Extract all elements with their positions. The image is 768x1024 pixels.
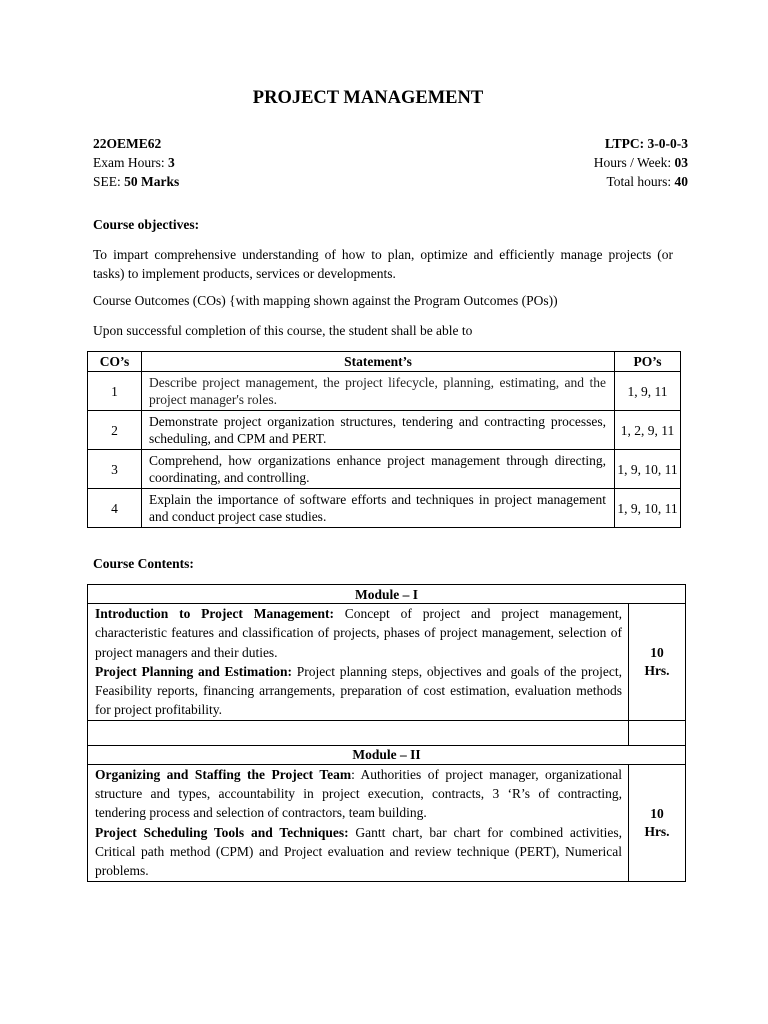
module-hours-value: 10: [650, 644, 664, 660]
module-hours: [629, 764, 686, 881]
outcomes-intro: Course Outcomes (COs) {with mapping shown against the Program Outcomes (POs)): [93, 293, 558, 308]
co-statement: Describe project management, the project lifecycle, planning, estimating, and the project manager's roles.: [142, 372, 615, 411]
spacer-cell: [88, 720, 629, 745]
table-row: [88, 411, 681, 450]
spacer-cell: [629, 720, 686, 745]
co-statement: Explain the importance of software efforts and techniques in project management and conduct project case studies.: [142, 489, 615, 528]
module-hours: [629, 604, 686, 721]
course-header: [93, 134, 688, 191]
module-body: [88, 604, 629, 721]
co-number: 3: [88, 450, 142, 489]
see-label: SEE:: [93, 174, 125, 189]
see-marks: [93, 172, 179, 191]
page-title: PROJECT MANAGEMENT: [252, 88, 484, 108]
topic-heading: Project Scheduling Tools and Techniques:: [95, 824, 349, 840]
objectives-heading: Course objectives:: [93, 217, 200, 232]
statement-header: Statement’s: [142, 352, 615, 372]
co-number: 1: [88, 372, 142, 411]
outcomes-lead: Upon successful completion of this course, the student shall be able to: [93, 323, 473, 338]
module-title: Module – I: [88, 585, 686, 604]
co-statement: Demonstrate project organization structures, tendering and contracting processes, scheduling, and CPM and PERT.: [142, 411, 615, 450]
co-header: CO’s: [88, 352, 142, 372]
total-hours: [606, 172, 688, 191]
module-hours-unit: Hrs.: [644, 823, 670, 839]
module-body: [88, 764, 629, 881]
course-code: 22OEME62: [93, 136, 162, 151]
exam-hours-value: 3: [168, 155, 175, 170]
hours-week: [594, 153, 688, 172]
co-table-header: [88, 352, 681, 372]
topic-heading: Introduction to Project Management:: [95, 606, 334, 621]
exam-hours: [93, 153, 175, 172]
header-row-2: [93, 153, 688, 172]
co-number: 4: [88, 489, 142, 528]
module-title-row: [88, 585, 686, 604]
module-spacer: [88, 720, 686, 745]
course-outcomes-table: [87, 351, 681, 528]
header-row-3: [93, 172, 688, 191]
table-row: [88, 450, 681, 489]
see-value: 50 Marks: [124, 174, 180, 189]
module-content-row: [88, 604, 686, 721]
total-hours-value: 40: [674, 174, 688, 189]
module-hours-unit: Hrs.: [644, 662, 670, 678]
header-row-1: [93, 134, 688, 153]
co-number: 2: [88, 411, 142, 450]
table-row: [88, 372, 681, 411]
topic-heading: Project Planning and Estimation:: [95, 663, 293, 679]
po-header: PO’s: [615, 352, 681, 372]
module-title-row: [88, 745, 686, 764]
co-po-mapping: 1, 2, 9, 11: [615, 411, 681, 450]
hours-week-label: Hours / Week:: [593, 155, 675, 170]
contents-heading: Course Contents:: [93, 556, 194, 571]
module-title: Module – II: [88, 745, 686, 764]
co-statement: Comprehend, how organizations enhance project management through directing, coordinating, and controlling.: [142, 450, 615, 489]
topic-heading: Organizing and Staffing the Project Team: [95, 766, 352, 782]
table-row: [88, 489, 681, 528]
module-hours-value: 10: [650, 805, 664, 821]
topic-text: : Authorities of project manager, organizational structure and types, accountability in project execution, contracts, 3 ‘R’s of contracting, tendering process and selection of contractors, team building.: [95, 766, 622, 821]
topic-text: Project planning steps, objectives and goals of the project, Feasibility reports, financing arrangements, preparation of cost estimation, evaluation methods for project profitability.: [95, 663, 622, 718]
course-contents-table: [87, 584, 686, 882]
hours-week-value: 03: [674, 155, 688, 170]
topic-text: Concept of project and project management, characteristic features and classification of projects, phases of project management, selection of project managers and their duties.: [95, 606, 622, 660]
topic-text: Gantt chart, bar chart for combined activities, Critical path method (CPM) and Project evaluation and review technique (PERT), Numerical problems.: [95, 824, 622, 879]
co-po-mapping: 1, 9, 10, 11: [615, 450, 681, 489]
total-hours-label: Total hours:: [606, 174, 675, 189]
objectives-text: To impart comprehensive understanding of how to plan, optimize and efficiently manage projects (or tasks) to implement products, services or developments.: [93, 247, 673, 281]
co-po-mapping: 1, 9, 11: [615, 372, 681, 411]
co-po-mapping: 1, 9, 10, 11: [615, 489, 681, 528]
module-content-row: [88, 764, 686, 881]
exam-hours-label: Exam Hours:: [93, 155, 168, 170]
ltpc: LTPC: 3-0-0-3: [604, 136, 688, 151]
